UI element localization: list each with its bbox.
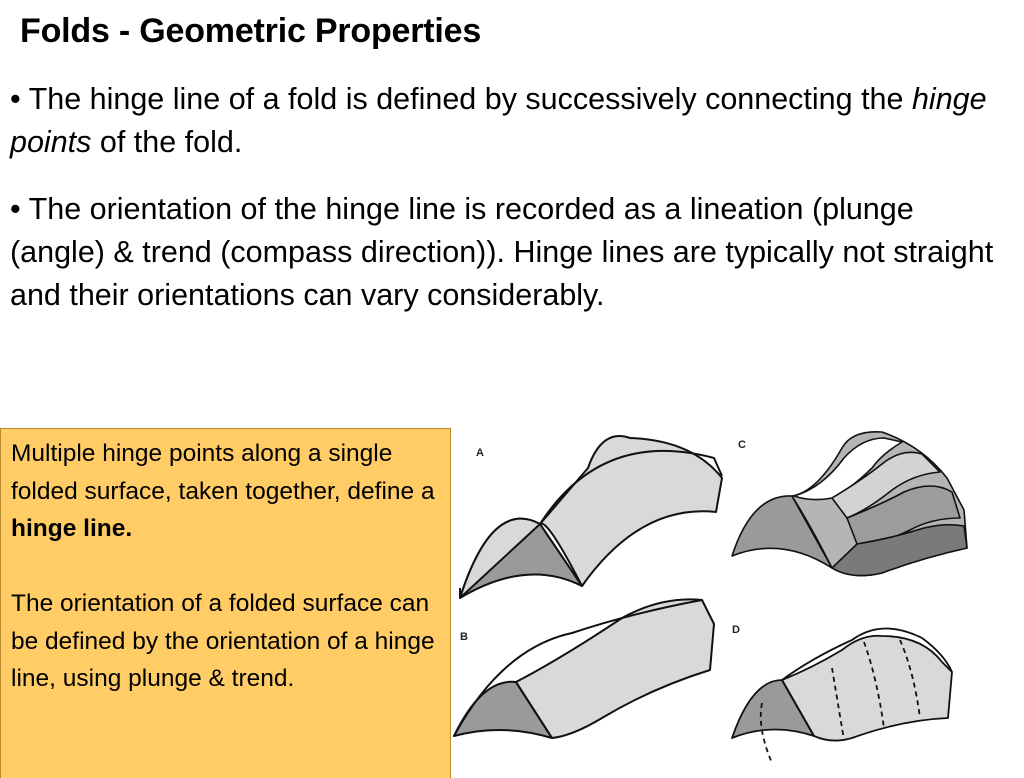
bullet-text: The hinge line of a fold is defined by successively connecting the xyxy=(20,82,912,116)
fold-a-label: A xyxy=(476,447,484,459)
slide-title: Folds - Geometric Properties xyxy=(20,12,482,50)
paragraph-gap xyxy=(11,548,440,586)
fold-d-diagram xyxy=(732,628,952,763)
bullet-hinge-line-definition xyxy=(10,78,1015,164)
callout-paragraph-1 xyxy=(11,435,440,548)
fold-a-diagram xyxy=(460,436,722,598)
hinge-line-callout xyxy=(0,428,451,778)
fold-diagram-svg xyxy=(452,418,1024,768)
fold-c-label: C xyxy=(738,439,746,451)
hinge-points-emphasis: hinge points xyxy=(10,82,987,159)
fold-d-label: D xyxy=(732,624,740,636)
bullet-hinge-line-orientation xyxy=(10,188,1015,317)
bullet-marker: • xyxy=(10,82,21,116)
fold-b-label: B xyxy=(460,631,468,643)
callout-paragraph-2: The orientation of a folded surface can be defined by the orientation of a hinge line, using plunge & trend. xyxy=(11,590,435,692)
fold-b-diagram xyxy=(454,599,714,738)
fold-diagrams xyxy=(452,418,1024,768)
callout-text: Multiple hinge points along a single folded surface, taken together, define a xyxy=(11,440,435,505)
fold-c-diagram xyxy=(732,432,967,576)
hinge-line-bold: hinge line. xyxy=(11,515,133,542)
bullet-text: The orientation of the hinge line is recorded as a lineation (plunge (angle) & trend (compass direction)). Hinge lines are typically not straight and their orientations can vary considerably. xyxy=(10,192,994,312)
bullet-marker: • xyxy=(10,192,21,226)
bullet-text-end: of the fold. xyxy=(91,125,243,159)
